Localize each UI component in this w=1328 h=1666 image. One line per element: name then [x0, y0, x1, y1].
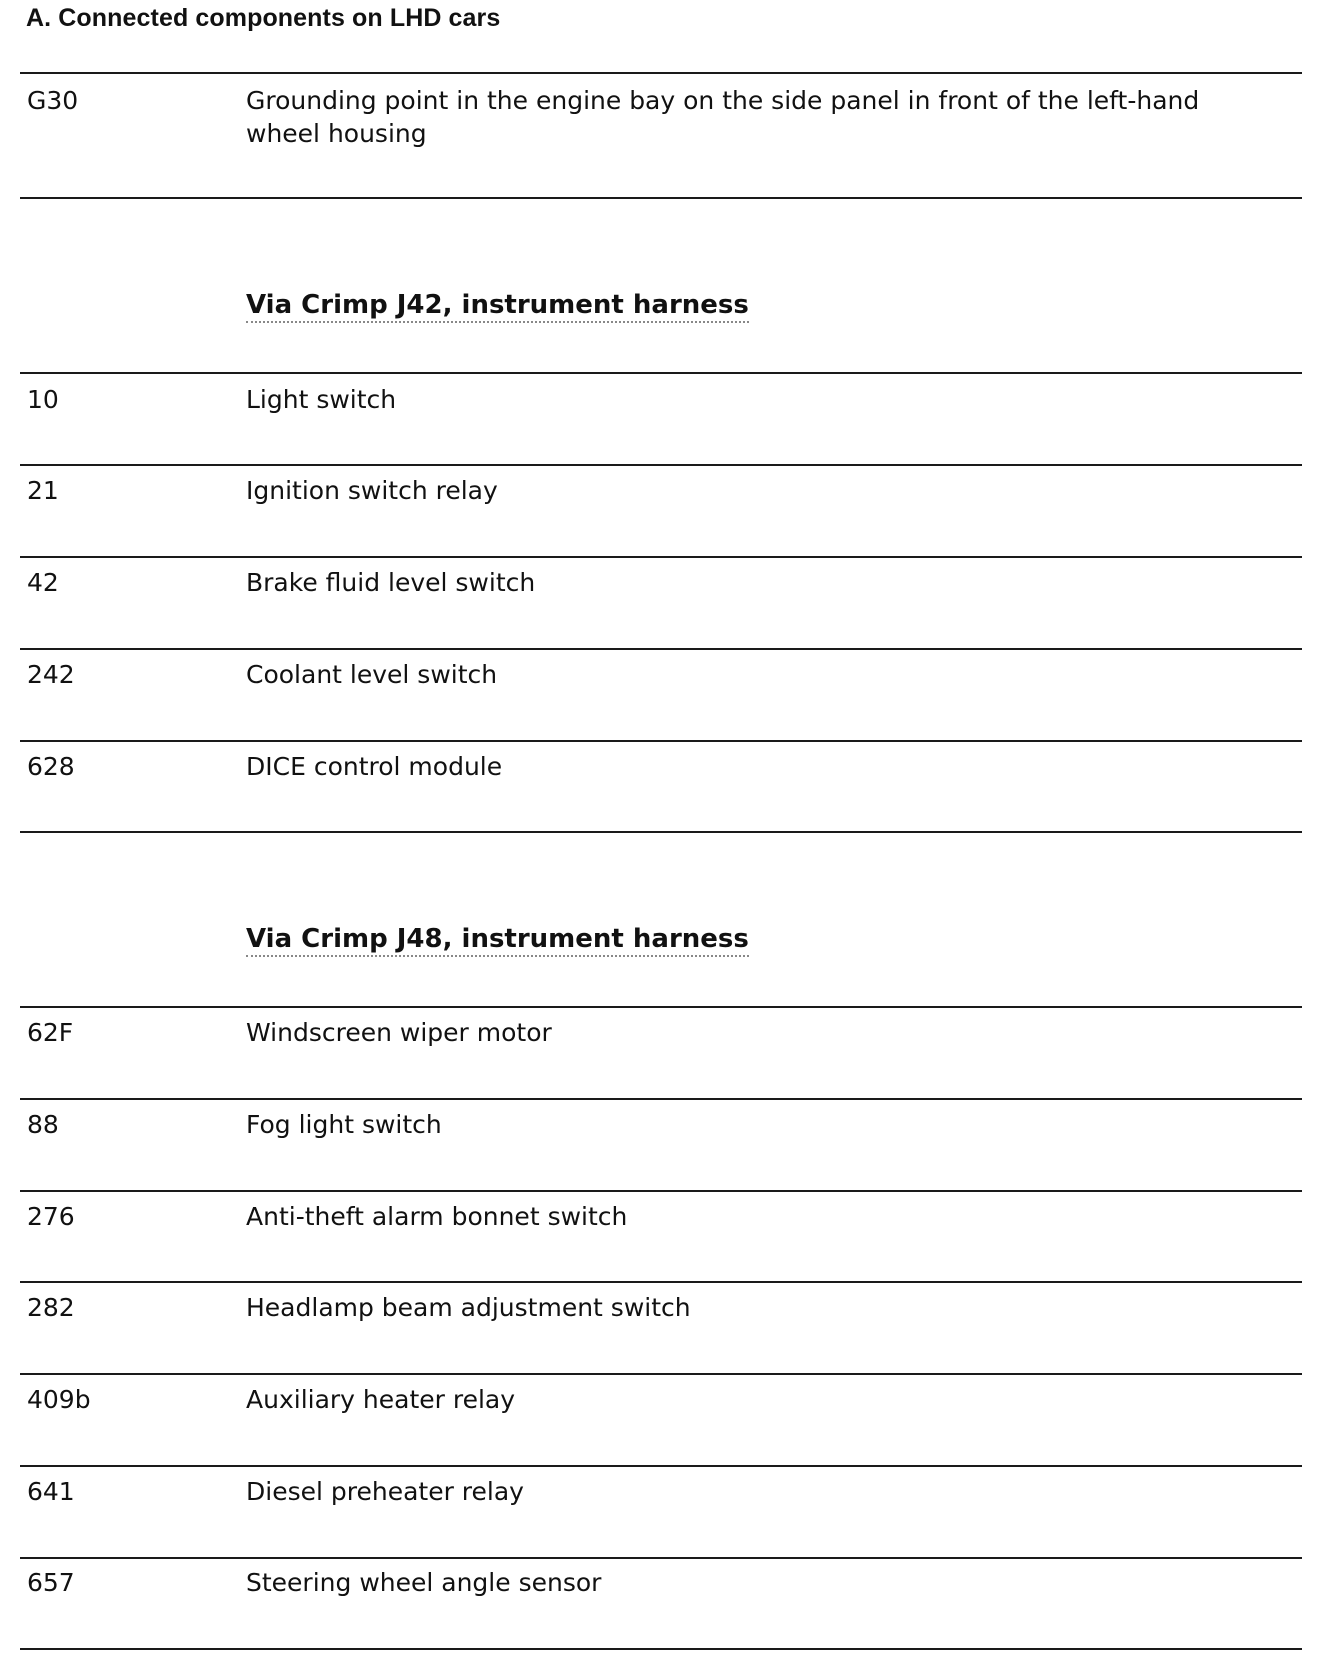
component-description: Ignition switch relay — [246, 476, 498, 505]
component-description: Windscreen wiper motor — [246, 1018, 552, 1047]
table-rule — [20, 740, 1302, 742]
table-rule — [20, 1281, 1302, 1283]
component-code: 282 — [27, 1293, 75, 1322]
section-heading-j42 — [246, 288, 749, 322]
component-code: G30 — [27, 86, 79, 115]
component-description: DICE control module — [246, 752, 503, 781]
section-heading-text: Via Crimp J48, instrument harness — [246, 924, 749, 957]
table-rule — [20, 1098, 1302, 1100]
component-code: 657 — [27, 1568, 75, 1597]
table-rule — [20, 1373, 1302, 1375]
component-description: Brake fluid level switch — [246, 568, 536, 597]
section-heading-j48 — [246, 922, 749, 956]
table-rule — [20, 648, 1302, 650]
table-rule — [20, 372, 1302, 374]
component-description: Diesel preheater relay — [246, 1477, 524, 1506]
component-description: Coolant level switch — [246, 660, 498, 689]
component-code: 242 — [27, 660, 75, 689]
table-rule — [20, 72, 1302, 74]
component-code: 21 — [27, 476, 59, 505]
component-description: Auxiliary heater relay — [246, 1385, 516, 1414]
table-rule — [20, 1648, 1302, 1650]
table-rule — [20, 1557, 1302, 1559]
table-rule — [20, 464, 1302, 466]
component-description: Fog light switch — [246, 1110, 442, 1139]
page-heading: A. Connected components on LHD cars — [26, 4, 501, 32]
component-code: 641 — [27, 1477, 75, 1506]
component-code: 628 — [27, 752, 75, 781]
component-code: 10 — [27, 385, 59, 414]
table-rule — [20, 831, 1302, 833]
component-description: Light switch — [246, 385, 397, 414]
component-code: 88 — [27, 1110, 59, 1139]
component-code: 276 — [27, 1202, 75, 1231]
component-description: Headlamp beam adjustment switch — [246, 1293, 691, 1322]
section-heading-text: Via Crimp J42, instrument harness — [246, 290, 749, 323]
component-code: 62F — [27, 1018, 74, 1047]
component-description: Steering wheel angle sensor — [246, 1568, 602, 1597]
table-rule — [20, 1465, 1302, 1467]
table-rule — [20, 556, 1302, 558]
component-description: Grounding point in the engine bay on the side panel in front of the left-hand wheel housing — [246, 86, 1200, 148]
table-rule — [20, 1006, 1302, 1008]
component-description: Anti-theft alarm bonnet switch — [246, 1202, 628, 1231]
component-code: 409b — [27, 1385, 91, 1414]
component-code: 42 — [27, 568, 59, 597]
table-rule — [20, 1190, 1302, 1192]
table-rule — [20, 197, 1302, 199]
